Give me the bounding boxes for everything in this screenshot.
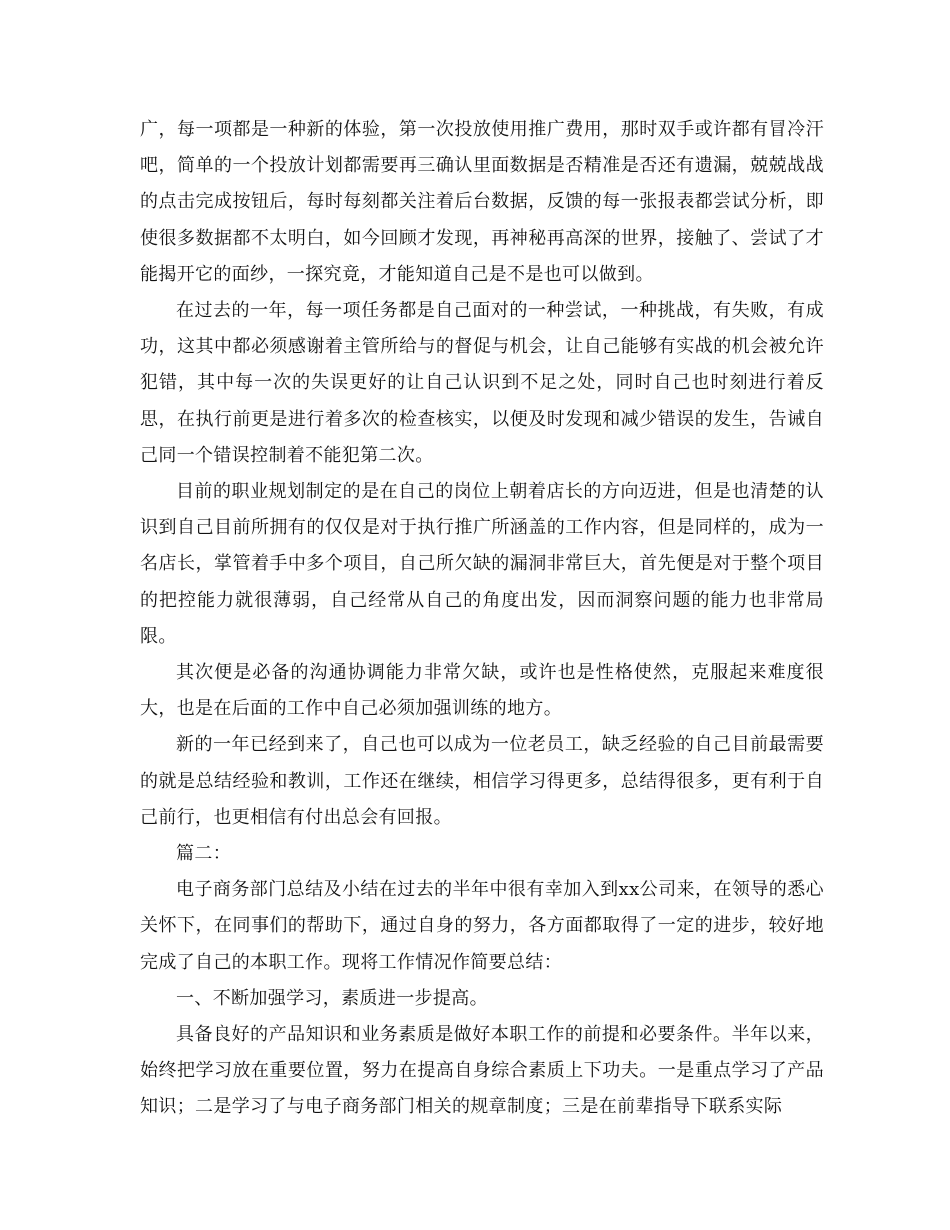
document-body — [140, 112, 824, 1126]
paragraph-3: 目前的职业规划制定的是在自己的岗位上朝着店长的方向迈进，但是也清楚的认识到自己目前所拥有的仅仅是对于执行推广所涵盖的工作内容，但是同样的，成为一名店长，掌管着手中多个项目，自己所欠缺的漏洞非常巨大，首先便是对于整个项目的把控能力就很薄弱，自己经常从自己的角度出发，因而洞察问题的能力也非常局限。 — [140, 481, 824, 647]
section-heading-part-two: 篇二： — [176, 843, 232, 865]
paragraph-2: 在过去的一年，每一项任务都是自己面对的一种尝试，一种挑战，有失败，有成功，这其中都必须感谢着主管所给与的督促与机会，让自己能够有实战的机会被允许犯错，其中每一次的失误更好的让自己认识到不足之处，同时自己也时刻进行着反思，在执行前更是进行着多次的检查核实，以便及时发现和减少错误的发生，告诫自己同一个错误控制着不能犯第二次。 — [140, 300, 824, 466]
paragraph-4: 其次便是必备的沟通协调能力非常欠缺，或许也是性格使然，克服起来难度很大，也是在后面的工作中自己必须加强训练的地方。 — [140, 662, 824, 720]
section-heading-learning: 一、不断加强学习，素质进一步提高。 — [176, 987, 488, 1009]
paragraph-6: 电子商务部门总结及小结在过去的半年中很有幸加入到xx公司来，在领导的悉心关怀下，在同事们的帮助下，通过自身的努力，各方面都取得了一定的进步，较好地完成了自己的本职工作。现将工作情况作简要总结： — [140, 879, 824, 973]
paragraph-1: 广，每一项都是一种新的体验，第一次投放使用推广费用，那时双手或许都有冒冷汗吧，简单的一个投放计划都需要再三确认里面数据是否精准是否还有遗漏，兢兢战战的点击完成按钮后，每时每刻都关注着后台数据，反馈的每一张报表都尝试分析，即使很多数据都不太明白，如今回顾才发现，再神秘再高深的世界，接触了、尝试了才能揭开它的面纱，一探究竟，才能知道自己是不是也可以做到。 — [140, 119, 824, 285]
paragraph-7: 具备良好的产品知识和业务素质是做好本职工作的前提和必要条件。半年以来，始终把学习放在重要位置，努力在提高自身综合素质上下功夫。一是重点学习了产品知识；二是学习了与电子商务部门相关的规章制度；三是在前辈指导下联系实际 — [140, 1024, 824, 1118]
paragraph-5: 新的一年已经到来了，自己也可以成为一位老员工，缺乏经验的自己目前最需要的就是总结经验和教训，工作还在继续，相信学习得更多，总结得很多，更有利于自己前行，也更相信有付出总会有回报。 — [140, 734, 824, 828]
